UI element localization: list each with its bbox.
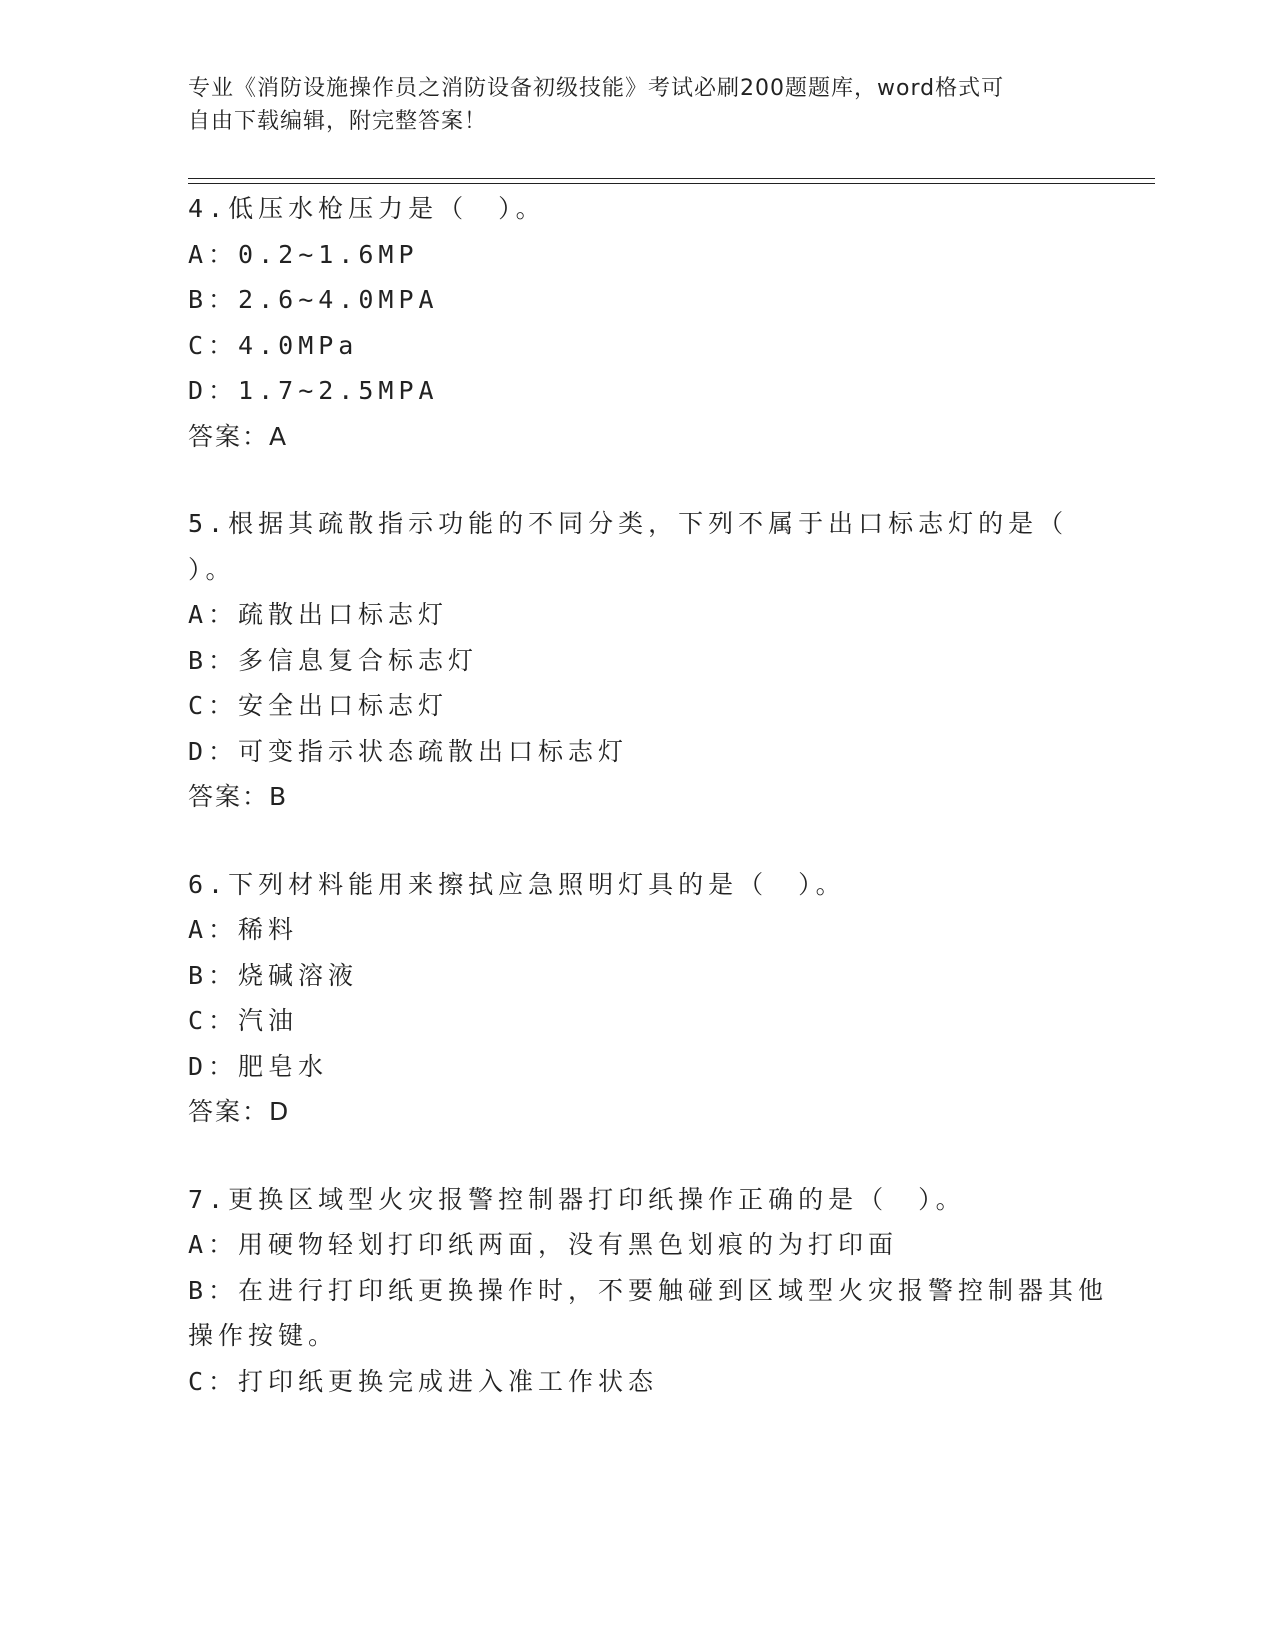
option-a: A：0.2~1.6MP xyxy=(188,239,419,269)
question-stem: 4.低压水枪压力是（ ）。 xyxy=(188,194,546,223)
header-title-line-2: 自由下载编辑，附完整答案！ xyxy=(188,109,488,134)
question-stem: 5.根据其疏散指示功能的不同分类，下列不属于出口标志灯的是（ xyxy=(188,509,1069,538)
option-c: C：4.0MPa xyxy=(188,330,359,360)
option-c: C：安全出口标志灯 xyxy=(188,691,449,720)
option-c: C：打印纸更换完成进入准工作状态 xyxy=(188,1366,659,1396)
option-b: B：烧碱溶液 xyxy=(188,960,359,990)
header-title-line-1: 专业《消防设施操作员之消防设备初级技能》考试必刷200题题库，word格式可 xyxy=(188,76,1005,101)
option-c: C：汽油 xyxy=(188,1006,299,1035)
document-header xyxy=(188,72,1068,138)
question-stem: 6.下列材料能用来擦拭应急照明灯具的是（ ）。 xyxy=(188,869,846,899)
option-d: D：可变指示状态疏散出口标志灯 xyxy=(188,736,629,766)
option-a: A：稀料 xyxy=(188,915,299,944)
option-a: A：用硬物轻划打印纸两面，没有黑色划痕的为打印面 xyxy=(188,1230,899,1259)
question-stem: 7.更换区域型火灾报警控制器打印纸操作正确的是（ ）。 xyxy=(188,1184,966,1214)
answer-label: 答案：D xyxy=(188,1097,291,1126)
question-list xyxy=(188,186,1155,1446)
option-a: A：疏散出口标志灯 xyxy=(188,600,449,629)
question-5 xyxy=(188,501,1155,820)
option-b: B：多信息复合标志灯 xyxy=(188,645,479,675)
option-b-continued: 操作按键。 xyxy=(188,1321,339,1350)
answer-label: 答案：A xyxy=(188,421,289,451)
question-stem-continued: ）。 xyxy=(188,554,236,584)
option-b: B：在进行打印纸更换操作时，不要触碰到区域型火灾报警控制器其他 xyxy=(188,1275,1109,1305)
answer-label: 答案：B xyxy=(188,782,289,811)
option-d: D：1.7~2.5MPA xyxy=(188,376,439,405)
question-6 xyxy=(188,862,1155,1135)
header-divider xyxy=(188,178,1155,184)
question-4 xyxy=(188,186,1155,459)
option-d: D：肥皂水 xyxy=(188,1051,329,1081)
question-7 xyxy=(188,1177,1155,1405)
option-b: B：2.6~4.0MPA xyxy=(188,285,439,314)
